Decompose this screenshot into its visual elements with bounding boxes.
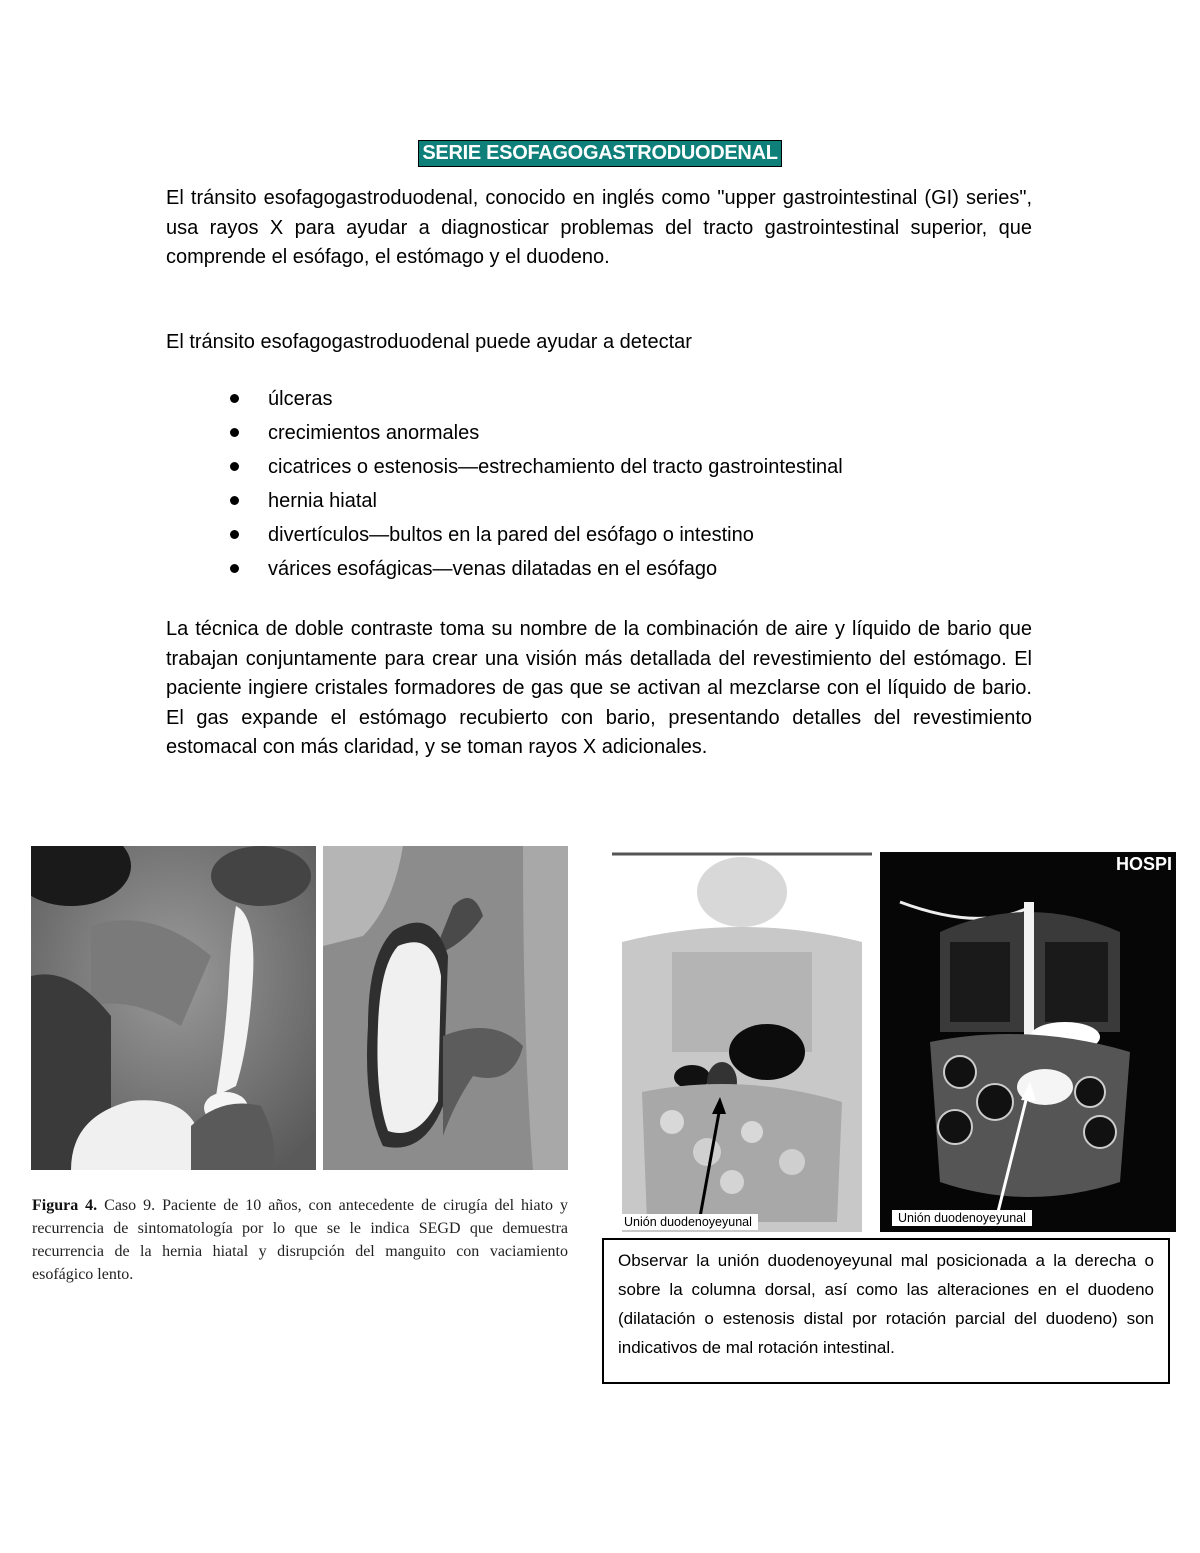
detect-paragraph: El tránsito esofagogastroduodenal puede ayudar a detectar — [166, 331, 692, 353]
list-item-text: várices esofágicas—venas dilatadas en el esófago — [268, 558, 718, 580]
list-item-text: cicatrices o estenosis—estrechamiento del tracto gastrointestinal — [268, 456, 843, 478]
figure-4-caption — [32, 1194, 568, 1286]
xray-esophagram-left — [31, 846, 316, 1170]
bullet-icon — [230, 462, 239, 471]
bullet-icon — [230, 496, 239, 505]
figure-4-caption-text: Caso 9. Paciente de 10 años, con antecedente de cirugía del hiato y recurrencia de sintomatología por lo que se le indica SEGD que demuestra recurrencia de la hernia hiatal y disrupción del manguito con vaciamiento esofágico lento. — [32, 1197, 568, 1283]
list-item — [230, 416, 843, 450]
xray-infant-right — [880, 852, 1176, 1232]
title-wrap — [0, 140, 1200, 167]
list-item — [230, 552, 843, 586]
observation-text: Observar la unión duodenoyeyunal mal posicionada a la derecha o sobre la columna dorsal, así como las alteraciones en el duodeno (dilatación o estenosis distal por rotación parcial del duodeno) son indicativos de mal rotación intestinal. — [618, 1251, 1154, 1357]
list-item-text: úlceras — [268, 388, 333, 410]
label-duodenojejunal-right: Unión duodenoyeyunal — [892, 1210, 1032, 1226]
bullet-icon — [230, 394, 239, 403]
bullet-icon — [230, 530, 239, 539]
bullet-icon — [230, 564, 239, 573]
bullet-icon — [230, 428, 239, 437]
list-item-text: crecimientos anormales — [268, 422, 480, 444]
xray-infant-left — [612, 852, 872, 1232]
observation-box — [602, 1238, 1170, 1384]
figure-4-label: Figura 4. — [32, 1197, 98, 1214]
list-item — [230, 518, 843, 552]
list-item — [230, 484, 843, 518]
double-contrast-paragraph: La técnica de doble contraste toma su nombre de la combinación de aire y líquido de bario que trabajan conjuntamente para crear una visión más detallada del revestimiento del estómago. El paciente ingiere cristales formadores de gas que se activan al mezclarse con el líquido de bario. El gas expande el estómago recubierto con bario, presentando detalles del revestimiento estomacal con más claridad, y se toman rayos X adicionales. — [166, 618, 1032, 758]
label-duodenojejunal-left: Unión duodenoyeyunal — [618, 1214, 758, 1230]
conditions-list — [230, 382, 843, 586]
hospital-label: HOSPI — [1115, 854, 1172, 874]
list-item-text: divertículos—bultos en la pared del esófago o intestino — [268, 524, 754, 546]
list-item-text: hernia hiatal — [268, 490, 377, 512]
xray-esophagram-right — [323, 846, 568, 1170]
page-title: SERIE ESOFAGOGASTRODUODENAL — [418, 140, 781, 167]
list-item — [230, 382, 843, 416]
list-item — [230, 450, 843, 484]
intro-paragraph: El tránsito esofagogastroduodenal, conocido en inglés como "upper gastrointestinal (GI) series", usa rayos X para ayudar a diagnosticar problemas del tracto gastrointestinal superior, que comprende el esófago, el estómago y el duodeno. — [166, 187, 1032, 268]
